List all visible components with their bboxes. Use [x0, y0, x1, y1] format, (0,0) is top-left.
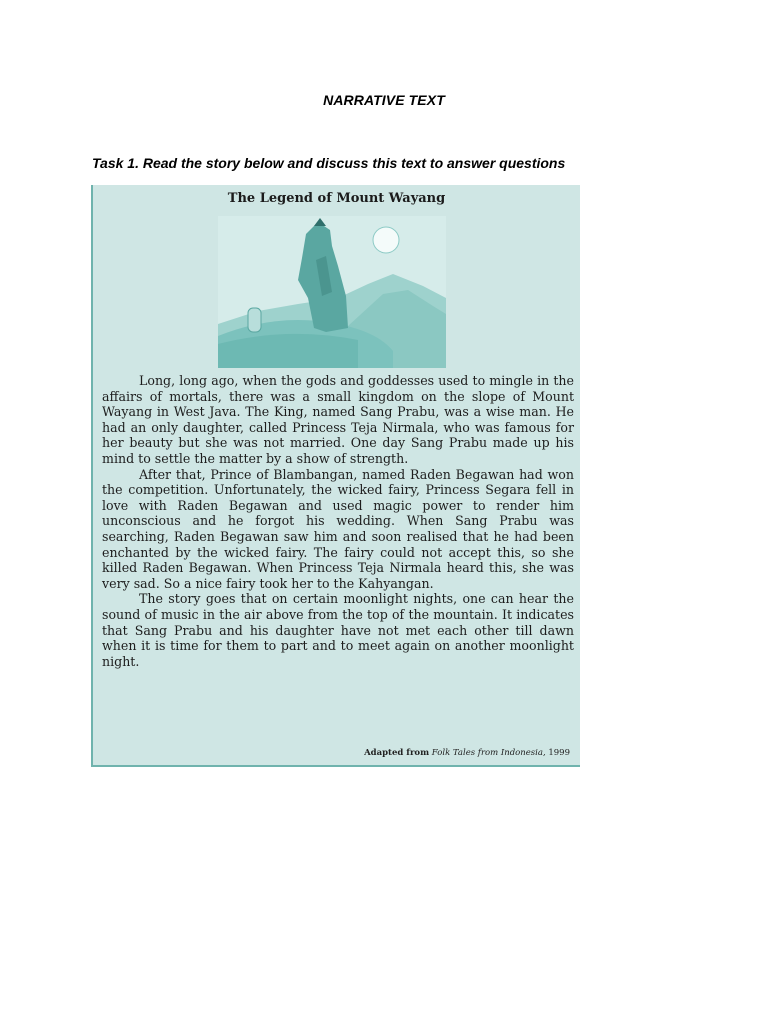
source-credit [364, 748, 570, 758]
story-paragraph-2: After that, Prince of Blambangan, named Raden Begawan had won the competition. Unfortunately, the wicked fairy, Princess Segara fell in love with Raden Begawan and used magic power to render him unconscious and he forgot his wedding. When Sang Prabu was searching, Raden Begawan saw him and soon realised that he had been enchanted by the wicked fairy. The fairy could not accept this, so she killed Raden Begawan. When Princess Teja Nirmala heard this, she was very sad. So a nice fairy took her to the Kahyangan. [102, 466, 574, 591]
story-panel [91, 185, 580, 767]
story-paragraph-1: Long, long ago, when the gods and goddesses used to mingle in the affairs of mortals, there was a small kingdom on the slope of Mount Wayang in West Java. The King, named Sang Prabu, was a wise man. He had an only daughter, called Princess Teja Nirmala, who was famous for her beauty but she was not married. One day Sang Prabu made up his mind to settle the matter by a show of strength. [102, 373, 574, 466]
moon-icon [373, 227, 399, 253]
source-title: Folk Tales from Indonesia, [431, 748, 546, 758]
gravestone-icon [248, 308, 261, 332]
source-year: 1999 [548, 748, 570, 758]
story-title: The Legend of Mount Wayang [227, 191, 446, 206]
task-instruction: Task 1. Read the story below and discuss this text to answer questions [92, 155, 566, 171]
story-paragraph-3: The story goes that on certain moonlight nights, one can hear the sound of music in the air above from the top of the mountain. It indicates that Sang Prabu and his daughter have not met each other till dawn when it is time for them to part and to meet again on another moonlight night. [102, 591, 574, 669]
story-body [102, 373, 574, 669]
mountain-illustration [218, 216, 446, 368]
page-heading: NARRATIVE TEXT [323, 92, 445, 108]
source-label: Adapted from [364, 748, 430, 758]
